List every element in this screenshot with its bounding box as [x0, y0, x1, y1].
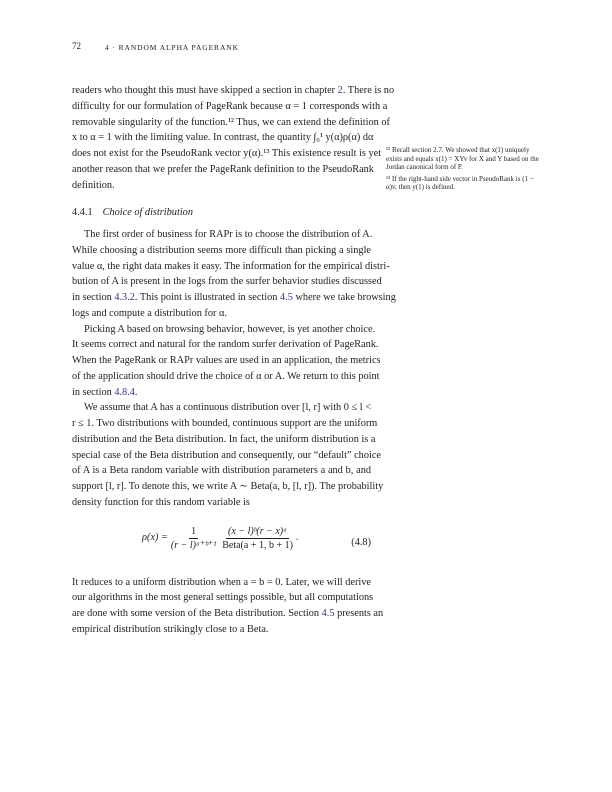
text-line-with-link[interactable]: are done with some version of the Beta distribution. Section 4.5 presents an [72, 608, 384, 619]
numerator: (x − l)ᵇ(r − x)ᵃ [228, 525, 288, 537]
cross-reference-link[interactable]: 2 [337, 85, 343, 96]
text-line: We assume that A has a continuous distribution over [l, r] with 0 ≤ l < [84, 402, 371, 414]
section-title: Choice of distribution [102, 207, 193, 219]
equation-lhs: ρ(x) = [142, 532, 168, 544]
page-number: 72 [72, 41, 81, 51]
text-line: empirical distribution strikingly close to a Beta. [72, 623, 269, 635]
text-line: support [l, r]. To denote this, we write A ∼ Beta(a, b, [l, r]). The probability [72, 481, 384, 492]
sidenote-12: ¹² Recall section 2.7. We showed that x(1) uniquely exists and equals x(1) = XYv for X and Y based on the Jordan canonical form of P. [386, 146, 539, 172]
text-line: It seems correct and natural for the random surfer derivation of PageRank. [72, 339, 379, 351]
text-line: another reason that we prefer the PageRank definition to the PseudoRank [72, 163, 374, 175]
text-line: our algorithms in the most general settings possible, but all computations [72, 592, 374, 604]
denominator: Beta(a + 1, b + 1) [222, 539, 293, 551]
running-head: 4 · RANDOM ALPHA PAGERANK [105, 42, 239, 52]
fraction [171, 525, 216, 552]
text-line: The first order of business for RAPr is to choose the distribution of A. [84, 229, 373, 240]
cross-reference-link[interactable]: 4.5 [280, 292, 293, 303]
text-line: value α, the right data makes it easy. The information for the empirical distri- [72, 260, 390, 272]
text-line-with-link[interactable]: in section 4.8.4. [72, 386, 138, 398]
text-line: of the application should drive the choice of α or A. We return to this point [72, 370, 380, 382]
text-line: definition. [72, 179, 115, 191]
text-line: Picking A based on browsing behavior, however, is yet another choice. [84, 323, 376, 335]
sidenote-13: ¹³ If the right-hand side vector in PseudoRank is (1 − α)v, then y(1) is defined. [386, 174, 534, 192]
text-line: It reduces to a uniform distribution when a = b = 0. Later, we will derive [72, 576, 371, 588]
text-line: of A is a Beta random variable with distribution parameters a and b, and [72, 465, 371, 477]
paragraph-1 [72, 83, 395, 193]
numerator: 1 [191, 525, 197, 537]
equation-number: (4.8) [351, 536, 371, 548]
text-line: r ≤ 1. Two distributions with bounded, continuous support are the uniform [72, 418, 378, 429]
margin-notes [386, 146, 542, 195]
section-number: 4.4.1 [72, 207, 93, 219]
paragraph-3 [72, 322, 381, 401]
paragraph-4 [72, 400, 384, 510]
cross-reference-link[interactable]: 4.5 [321, 608, 335, 619]
text-line-with-links[interactable]: in section 4.3.2. This point is illustrated in section 4.5 where we take browsing [72, 292, 396, 303]
paragraph-5 [72, 575, 384, 638]
text-line: special case of the Beta distribution and consequently, our “default” choice [72, 449, 381, 461]
text-line: When the PageRank or RAPr values are used in an application, the metrics [72, 355, 381, 366]
text-line: distribution and the Beta distribution. In fact, the uniform distribution is a [72, 433, 376, 445]
text-line: While choosing a distribution seems more difficult than picking a single [72, 244, 371, 256]
text-line: does not exist for the PseudoRank vector y(α).¹³ This existence result is yet [72, 148, 382, 159]
section-heading [72, 205, 371, 221]
equation-4-8 [72, 515, 371, 571]
denominator: (r − l)ᵃ⁺ᵇ⁺¹ [170, 539, 217, 551]
cross-reference-link[interactable]: 4.8.4 [114, 386, 135, 398]
text-line: removable singularity of the function.¹² Thus, we can extend the definition of [72, 116, 390, 128]
main-text [72, 83, 396, 638]
cross-reference-link[interactable]: 4.3.2 [114, 292, 135, 303]
equation-end: . [295, 532, 299, 544]
text-line: bution of A is present in the logs from the surfer behavior studies discussed [72, 276, 382, 288]
paragraph-2 [72, 227, 396, 322]
text-line: logs and compute a distribution for α. [72, 307, 227, 319]
fraction [222, 525, 293, 552]
text-line: difficulty for our formulation of PageRank because α = 1 corresponds with a [72, 100, 388, 112]
text-line: readers who thought this must have skipped a section in chapter 2. There is no [72, 85, 395, 96]
text-line: density function for this random variable is [72, 496, 250, 508]
text-line: x to α = 1 with the limiting value. In contrast, the quantity ∫₀¹ y(α)ρ(α) dα [72, 132, 374, 144]
